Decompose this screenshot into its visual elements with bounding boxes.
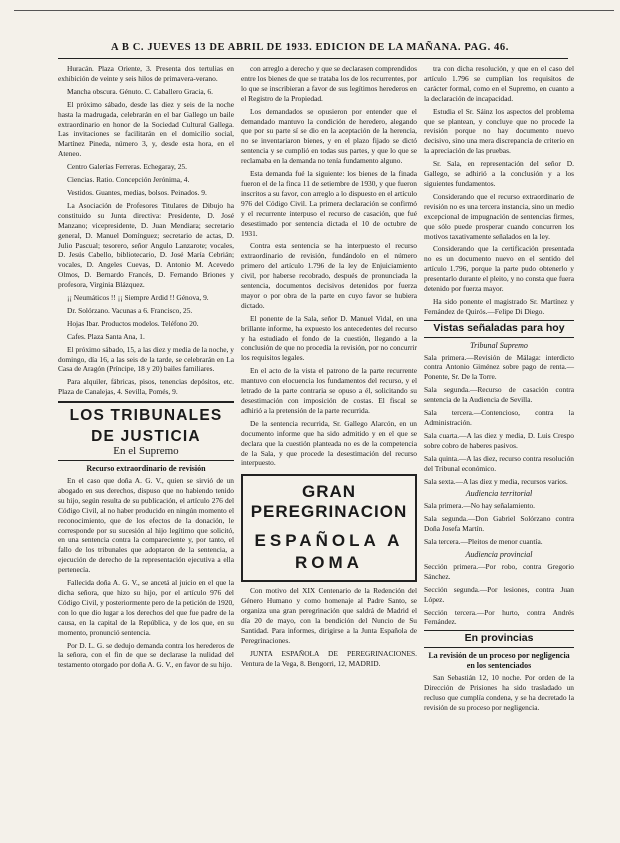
paragraph: Vestidos. Guantes, medias, bolsos. Peinados. 9. bbox=[67, 187, 207, 197]
paragraph: El próximo sábado, 15, a las diez y media de la noche, y domingo, día 16, a las seis de la tarde, se celebrarán en La Casa de Aragón (Príncipe, 18 y 20) bailes familiares. bbox=[58, 344, 234, 374]
paragraph: Por D. L. G. se dedujo demanda contra los herederos de la señora, con el fin de que se declarase la nulidad del testamento otorgado por doña A. G. V., en favor de su hijo. bbox=[58, 640, 234, 670]
paragraph: Estudia el Sr. Sáinz los aspectos del problema que se plantean, y concluye que no procede la revisión porque no hay documento nuevo decisivo, sino una mera discrepancia de criterio en la apreciación de las pruebas. bbox=[424, 106, 574, 156]
paragraph: Los demandados se opusieron por entender que el demandado mantuvo la condición de heredero, alegando que por su parte sí se dio en la aceptación de la herencia, no se inventariaron bienes, y en el plazo fijado se dictó sentencia y se cumplió en todas sus partes, y que lo que se reclamaba en la demanda no tenía fundamento alguno. bbox=[241, 106, 417, 166]
pilgrimage-banner bbox=[241, 474, 417, 582]
paragraph: Considerando que la certificación presentada no es un documento nuevo en el sentido del artículo 1.796, porque la parte pudo obtenerlo y presentarlo durante el pleito, y no consta que fuera detenido por fuerza mayor. bbox=[424, 244, 574, 294]
divider bbox=[424, 630, 574, 631]
court-listing: Sala segunda.—Don Gabriel Solórzano contra Doña Josefa Martín. bbox=[424, 514, 574, 534]
paragraph: En el acto de la vista el patrono de la parte recurrente mantuvo con elocuencia los fundamentos del recurso, y el letrado de la parte contraria se opuso a él, solicitando su desestimación con imposición de costas. El fiscal se adhirió a la pretensión de la parte recurrida. bbox=[241, 366, 417, 415]
paragraph: En el caso que doña A. G. V., quien se sirvió de un abogado en sus derechos, dispuso que no habiendo tenido su hijo, según resulta de su publicación, el artículo 276 del Código Civil, al no haber producido en ningún momento el reconocimiento, que de los efectos de la donación, le corresponde por su sucesión al hijo legítimo que solicitó, en una sentencia contra la compareciente y, por tanto, el fallo de los tribunales que adoptaron de la sentencia, a ejecución de derecho de la representación ejecutiva a ella pertenecía. bbox=[58, 476, 234, 575]
paragraph: Sr. Sala, en representación del señor D. Gallego, se adhirió a la conclusión y a los siguientes fundamentos. bbox=[424, 159, 574, 188]
section-heading-tribunales: LOS TRIBUNALES bbox=[69, 407, 223, 425]
court-listing: Sala primera.—Revisión de Málaga: interdicto contra Antonio Giménez sobre pago de renta.—Ponente, Sr. De la Torre. bbox=[424, 352, 574, 382]
paragraph: Con motivo del XIX Centenario de la Redención del Género Humano y como homenaje al Padre Santo, se organiza una gran peregrinación que saldrá de Madrid el día 20 de mayo, con la bendición del Nuncio de Su Santidad. Para informes, dirigirse a la Junta Española de Peregrinaciones. bbox=[241, 586, 417, 645]
column-1 bbox=[58, 64, 234, 673]
column-2 bbox=[241, 64, 417, 672]
court-listing: Sala sexta.—A las diez y media, recursos varios. bbox=[424, 476, 568, 486]
paragraph: Cafes. Plaza Santa Ana, 1. bbox=[67, 331, 145, 341]
audiencia-territorial-heading: Audiencia territorial bbox=[465, 489, 533, 499]
paragraph: Huracán. Plaza Oriente, 3. Presenta dos tertulias en exhibición de veinte y seis hilos de primavera-verano. bbox=[58, 64, 234, 83]
divider bbox=[424, 320, 574, 321]
paragraph: Para alquiler, fábricas, pisos, tenencias depósitos, etc. Plaza de Canalejas, 4. Sevilla, Pomés, 9. bbox=[58, 377, 234, 397]
page-header: A B C. JUEVES 13 DE ABRIL DE 1933. EDICION DE LA MAÑANA. PAG. 46. bbox=[111, 42, 509, 53]
paragraph: El próximo sábado, desde las diez y seis de la noche hasta la madrugada, celebrarán en el bar Gallego un baile extraordinario en honor de la Sociedad Cultural Gallega. Las invitaciones se facilitarán en el domicilio social, Martínez Pineda, número 3, y, desde esta hora, en el Ateneo. bbox=[58, 99, 234, 159]
paragraph: JUNTA ESPAÑOLA DE PEREGRINACIONES. Ventura de la Vega, 8. Bengorri, 12, MADRID. bbox=[241, 648, 417, 668]
provincias-heading: En provincias bbox=[464, 632, 534, 645]
paragraph: Fallecida doña A. G. V., se ancetá al juicio en el que la dicha señora, que hizo su hijo, por el artículo 976 del Código Civil, y posteriormente pero de la petición de 1920, con lo que dio lugar a los derechos del que fue padre de la causa, en la capital de la República, y de los que, en su momento, pronunció sentencia. bbox=[58, 578, 234, 637]
header-rule bbox=[58, 58, 568, 59]
paragraph: ¡¡ Neumáticos !! ¡¡ Siempre Ardid !! Génova, 9. bbox=[67, 293, 209, 303]
paragraph: Centro Galerías Ferreras. Echegaray, 25. bbox=[67, 162, 187, 172]
divider bbox=[58, 460, 234, 461]
banner-line-1: GRAN PEREGRINACION bbox=[250, 482, 408, 522]
vistas-heading: Vistas señaladas para hoy bbox=[433, 321, 565, 334]
paragraph: Hojas Ibar. Productos modelos. Teléfono 20. bbox=[67, 318, 199, 328]
paragraph: Esta demanda fué la siguiente: los bienes de la finada fueron el de la finca 11 de setiembre de 1930, y que fueron inscritos a su favor, con arreglo a lo dispuesto en el artículo 976 del Código Civil. La primera declaración se confirmó y el recurrente interpuso el recurso de casación, que fué desestimado por sentencia dictada el 10 de octubre de 1931. bbox=[241, 169, 417, 238]
top-rule bbox=[14, 10, 614, 11]
court-listing: Sección segunda.—Por lesiones, contra Juan López. bbox=[424, 584, 574, 604]
paragraph: Ciencias. Ratio. Concepción Jerónima, 4. bbox=[67, 175, 190, 185]
subheading-supremo: En el Supremo bbox=[113, 445, 179, 458]
tribunal-supremo-heading: Tribunal Supremo bbox=[470, 340, 528, 350]
column-3 bbox=[424, 64, 574, 716]
provincias-subheading: La revisión de un proceso por negligencia en los sentenciados bbox=[428, 651, 570, 671]
divider bbox=[424, 647, 574, 648]
court-listing: Sala tercera.—Pleitos de menor cuantía. bbox=[424, 537, 543, 547]
paragraph: tra con dicha resolución, y que en el caso del artículo 1.796 se cumplían los requisitos de carácter formal, como en el Supremo, en cuanto a la declaración de incapacidad. bbox=[424, 64, 574, 103]
court-listing: Sala cuarta.—A las diez y media, D. Luis Crespo sobre cobro de haberes pasivos. bbox=[424, 430, 574, 450]
court-listing: Sección tercera.—Por hurto, contra Andrés Fernández. bbox=[424, 607, 574, 627]
court-listing: Sala tercera.—Contencioso, contra la Administración. bbox=[424, 408, 574, 427]
divider bbox=[424, 337, 574, 338]
paragraph: Considerando que el recurso extraordinario de revisión no es una tercera instancia, sino un medio excepcional de impugnación de sentencias firmes, que sólo puede prosperar cuando concurren los motivos taxativamente señalados en la ley. bbox=[424, 191, 574, 241]
paragraph: con arreglo a derecho y que se declarasen comprendidos entre los bienes de que se trataba los de los recurrentes, por lo que se inscribieran a favor de sus legítimos herederos en el Registro de la Propiedad. bbox=[241, 64, 417, 103]
paragraph: El ponente de la Sala, señor D. Manuel Vidal, en una brillante informe, ha expuesto los antecedentes del recurso y ha estudiado el fondo de la cuestión, llegando a la conclusión de que no procedía la revisión, por no concurrir los requisitos legales. bbox=[241, 313, 417, 363]
court-listing: Sala quinta.—A las diez, recurso contra resolución del Tribunal económico. bbox=[424, 453, 574, 473]
court-listing: Sección primera.—Por robo, contra Gregorio Sánchez. bbox=[424, 561, 574, 581]
section-rule bbox=[58, 401, 234, 403]
section-heading-justicia: DE JUSTICIA bbox=[91, 428, 201, 446]
paragraph: La Asociación de Profesores Titulares de Dibujo ha constituido su Junta directiva: Presidente, D. José Manzano; vicepresidente, D. Juan Mendiara; secretario general, D. Manuel Domínguez; secretario de actas, D. Julio Pascual; tesorero, señor Angulo Lanzarote; vocales, D. Jesús Cabello, bibliotecario, D. José María Cebrián; vocales, D. Angeles Cuevas, D. Antonio M. Acevedo Olmos, D. Bernardo Francés, D. Fernando Briones y profesora, Virginia Blázquez. bbox=[58, 200, 234, 290]
banner-line-2: ESPAÑOLA A ROMA bbox=[254, 531, 404, 573]
court-listing: Sala segunda.—Recurso de casación contra sentencia de la Audiencia de Sevilla. bbox=[424, 385, 574, 405]
paragraph: Contra esta sentencia se ha interpuesto el recurso extraordinario de revisión, fundándolo en el número primero del artículo 1.796 de la ley de Enjuiciamiento civil, por haberse recobrado, después de pronunciada la sentencia, documentos decisivos detenidos por fuerza mayor o por obra de la parte en cuyo favor se hubiera dictado. bbox=[241, 241, 417, 310]
court-listing: Sala primera.—No hay señalamiento. bbox=[424, 501, 536, 511]
paragraph: Mancha obscura. Génuto. C. Caballero Gracia, 6. bbox=[67, 86, 213, 96]
audiencia-provincial-heading: Audiencia provincial bbox=[465, 549, 533, 559]
subsubheading: Recurso extraordinario de revisión bbox=[86, 464, 206, 474]
paragraph: De la sentencia recurrida, Sr. Gallego Alarcón, en un documento informe que ha sido admitido y en el que se declara que la cuestión planteada no es de la competencia de la Sala, y que procede la desestimación del recurso interpuesto. bbox=[241, 418, 417, 468]
paragraph: San Sebastián 12, 10 noche. Por orden de la Dirección de Prisiones ha sido trasladado un recluso que cumplía condena, y se ha decretado la revisión de su proceso por negligencia. bbox=[424, 673, 574, 712]
paragraph: Dr. Solórzano. Vacunas a 6. Francisco, 25. bbox=[67, 305, 193, 315]
paragraph: Ha sido ponente el magistrado Sr. Martínez y Fernández de Quirós.—Felipe Di Diego. bbox=[424, 296, 574, 316]
